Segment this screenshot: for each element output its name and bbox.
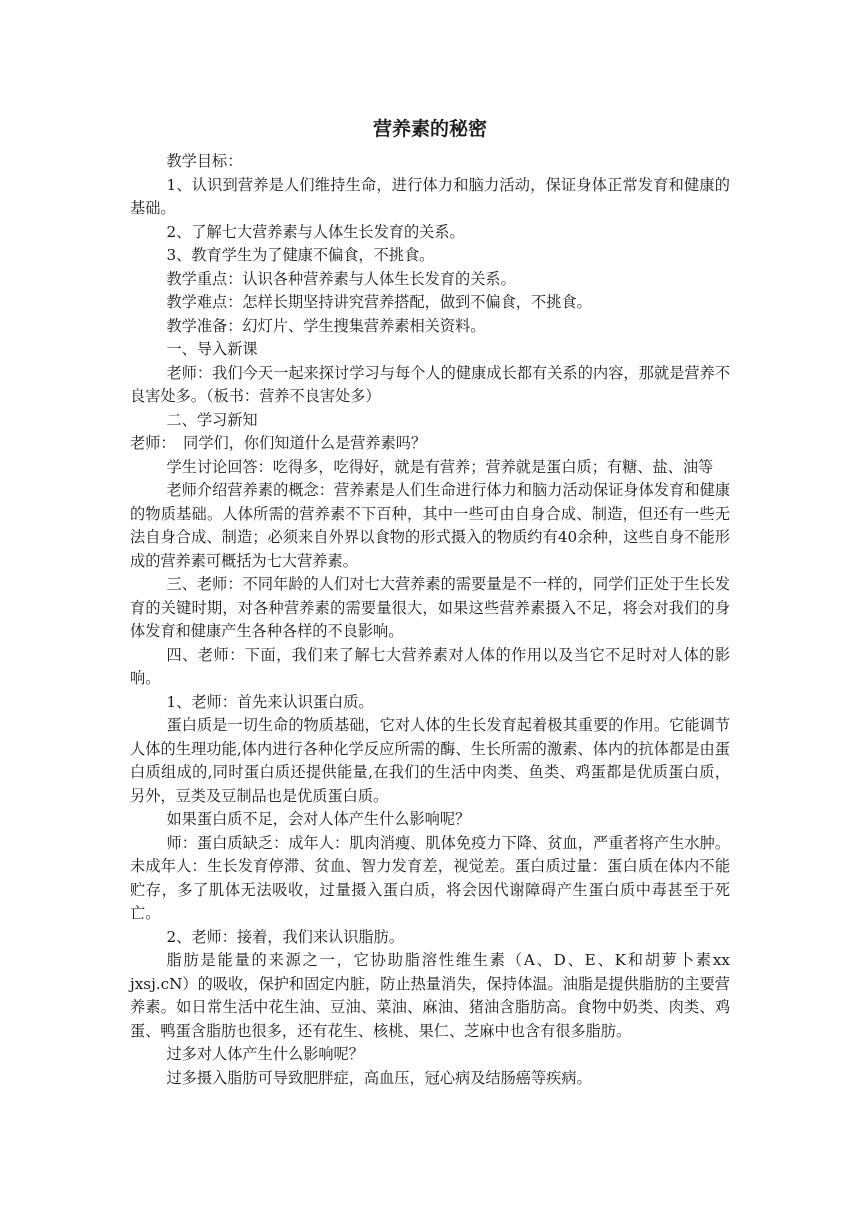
paragraph: 教学准备：幻灯片、学生搜集营养素相关资料。 [166, 316, 486, 335]
paragraph: 三、老师：不同年龄的人们对七大营养素的需要量是不一样的，同学们正处于生长发育的关键时期，对各种营养素的需要量很大，如果这些营养素摄入不足，将会对我们的身体发育和健康产生各种各样的不良影响。 [130, 575, 730, 640]
paragraph: 老师： 同学们，你们知道什么是营养素吗？ [130, 434, 427, 452]
paragraph: 学生讨论回答：吃得多，吃得好，就是有营养；营养就是蛋白质；有糖、盐、油等 [166, 457, 714, 476]
paragraph: 脂肪是能量的来源之一，它协助脂溶性维生素（A、D、E、K和胡萝卜素xx jxsj.cN）的吸收，保护和固定内脏，防止热量消失，保持体温。油脂是提供脂肪的主要营养素。如日常生活中花生油、豆油、菜油、麻油、猪油含脂肪高。食物中奶类、肉类、鸡蛋、鸭蛋含脂肪也很多，还有花生、核桃、果仁、芝麻中也含有很多脂肪。 [130, 951, 730, 1040]
paragraph: 过多对人体产生什么影响呢？ [166, 1045, 364, 1063]
paragraph: 2、老师：接着，我们来认识脂肪。 [166, 927, 404, 946]
paragraph: 3、教育学生为了健康不偏食，不挑食。 [166, 246, 435, 264]
paragraph: 老师：我们今天一起来探讨学习与每个人的健康成长都有关系的内容，那就是营养不良害处多。（板书：营养不良害处多） [130, 363, 730, 405]
section-heading: 二、学习新知 [166, 410, 258, 429]
paragraph: 教学难点：怎样长期坚持讲究营养搭配，做到不偏食，不挑食。 [166, 293, 592, 311]
paragraph: 四、老师：下面，我们来了解七大营养素对人体的作用以及当它不足时对人体的影响。 [130, 645, 730, 687]
paragraph: 教学重点：认识各种营养素与人体生长发育的关系。 [166, 269, 516, 288]
paragraph: 2、了解七大营养素与人体生长发育的关系。 [166, 222, 465, 241]
paragraph: 教学目标： [166, 152, 243, 170]
paragraph: 1、老师：首先来认识蛋白质。 [166, 692, 374, 711]
paragraph: 师：蛋白质缺乏：成年人：肌肉消瘦、肌体免疫力下降、贫血，严重者将产生水肿。未成年人：生长发育停滞、贫血、智力发育差，视觉差。蛋白质过量：蛋白质在体内不能贮存，多了肌体无法吸收，过量摄入蛋白质，将会因代谢障碍产生蛋白质中毒甚至于死亡。 [130, 833, 730, 922]
paragraph: 蛋白质是一切生命的物质基础，它对人体的生长发育起着极其重要的作用。它能调节人体的生理功能,体内进行各种化学反应所需的酶、生长所需的激素、体内的抗体都是由蛋白质组成的,同时蛋白质还提供能量,在我们的生活中肉类、鱼类、鸡蛋都是优质蛋白质，另外，豆类及豆制品也是优质蛋白质。 [130, 716, 730, 805]
paragraph: 1、认识到营养是人们维持生命，进行体力和脑力活动，保证身体正常发育和健康的基础。 [130, 175, 730, 217]
paragraph: 老师介绍营养素的概念：营养素是人们生命进行体力和脑力活动保证身体发育和健康的物质基础。人体所需的营养素不下百种，其中一些可由自身合成、制造，但还有一些无法自身合成、制造；必须来自外界以食物的形式摄入的物质约有40余种，这些自身不能形成的营养素可概括为七大营养素。 [130, 481, 730, 570]
section-heading: 一、导入新课 [166, 340, 258, 358]
document-page [130, 112, 730, 1090]
document-body [130, 150, 730, 1090]
paragraph: 如果蛋白质不足，会对人体产生什么影响呢？ [166, 810, 471, 828]
document-title: 营养素的秘密 [372, 118, 487, 140]
paragraph: 过多摄入脂肪可导致肥胖症，高血压，冠心病及结肠癌等疾病。 [166, 1068, 592, 1087]
